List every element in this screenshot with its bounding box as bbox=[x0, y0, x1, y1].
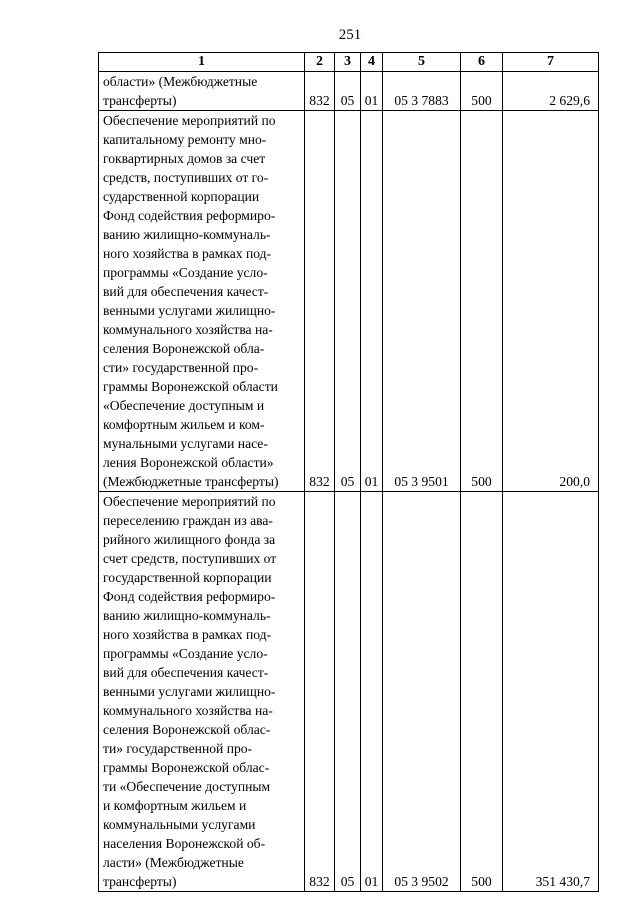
cell-amount: 351 430,7 bbox=[503, 492, 599, 892]
cell-amount: 2 629,6 bbox=[503, 72, 599, 111]
cell-subsection: 01 bbox=[361, 72, 383, 111]
cell-ministry-code: 832 bbox=[305, 111, 335, 492]
description-line: селения Воронежской облас- bbox=[103, 722, 271, 737]
description-line: ного хозяйства в рамках под- bbox=[103, 627, 272, 642]
description-line: и комфортным жильем и bbox=[103, 798, 247, 813]
description-line: трансферты) bbox=[103, 93, 177, 108]
cell-ministry-code: 832 bbox=[305, 72, 335, 111]
cell-target-article: 05 3 7883 bbox=[383, 72, 461, 111]
cell-expense-type: 500 bbox=[461, 72, 503, 111]
cell-amount: 200,0 bbox=[503, 111, 599, 492]
description-line: программы «Создание усло- bbox=[103, 265, 268, 280]
header-col-6: 6 bbox=[461, 53, 503, 72]
row-description bbox=[99, 72, 305, 111]
description-line: Обеспечение мероприятий по bbox=[103, 113, 276, 128]
description-line: сти» государственной про- bbox=[103, 360, 259, 375]
cell-subsection: 01 bbox=[361, 492, 383, 892]
description-line: области» (Межбюджетные bbox=[103, 74, 258, 89]
cell-target-article: 05 3 9502 bbox=[383, 492, 461, 892]
description-line: гоквартирных домов за счет bbox=[103, 151, 266, 166]
description-line: Обеспечение мероприятий по bbox=[103, 494, 276, 509]
page-number: 251 bbox=[338, 27, 362, 43]
description-line: ласти» (Межбюджетные bbox=[103, 855, 244, 870]
description-line: селения Воронежской обла- bbox=[103, 341, 265, 356]
cell-ministry-code: 832 bbox=[305, 492, 335, 892]
cell-subsection: 01 bbox=[361, 111, 383, 492]
description-line: ти» государственной про- bbox=[103, 741, 253, 756]
description-line: ванию жилищно-коммуналь- bbox=[103, 608, 271, 623]
cell-section: 05 bbox=[335, 111, 361, 492]
description-line: «Обеспечение доступным и bbox=[103, 398, 265, 413]
budget-table bbox=[98, 52, 599, 892]
description-line: ления Воронежской области» bbox=[103, 455, 274, 470]
description-line: венными услугами жилищно- bbox=[103, 303, 276, 318]
description-line: ванию жилищно-коммуналь- bbox=[103, 227, 271, 242]
description-line: Фонд содействия реформиро- bbox=[103, 208, 276, 223]
cell-expense-type: 500 bbox=[461, 492, 503, 892]
description-line: венными услугами жилищно- bbox=[103, 684, 276, 699]
header-col-1: 1 bbox=[99, 53, 305, 72]
description-line: граммы Воронежской облас- bbox=[103, 760, 270, 775]
description-line: средств, поступивших от го- bbox=[103, 170, 269, 185]
description-line: комфортным жильем и ком- bbox=[103, 417, 265, 432]
header-col-2: 2 bbox=[305, 53, 335, 72]
description-line: ного хозяйства в рамках под- bbox=[103, 246, 272, 261]
description-line: вий для обеспечения качест- bbox=[103, 665, 269, 680]
description-line: программы «Создание усло- bbox=[103, 646, 268, 661]
description-line: коммунального хозяйства на- bbox=[103, 322, 273, 337]
header-col-5: 5 bbox=[383, 53, 461, 72]
row-description bbox=[99, 111, 305, 492]
header-col-4: 4 bbox=[361, 53, 383, 72]
description-line: рийного жилищного фонда за bbox=[103, 532, 276, 547]
cell-expense-type: 500 bbox=[461, 111, 503, 492]
description-line: коммунальными услугами bbox=[103, 817, 256, 832]
description-line: трансферты) bbox=[103, 874, 177, 889]
description-line: государственной корпорации bbox=[103, 570, 272, 585]
header-row bbox=[99, 53, 599, 72]
description-line: мунальными услугами насе- bbox=[103, 436, 268, 451]
table-row bbox=[99, 111, 599, 492]
description-line: капитальному ремонту мно- bbox=[103, 132, 267, 147]
description-line: переселению граждан из ава- bbox=[103, 513, 273, 528]
description-line: счет средств, поступивших от bbox=[103, 551, 277, 566]
description-line: населения Воронежской об- bbox=[103, 836, 266, 851]
description-line: сударственной корпорации bbox=[103, 189, 260, 204]
cell-section: 05 bbox=[335, 72, 361, 111]
row-description bbox=[99, 492, 305, 892]
header-col-3: 3 bbox=[335, 53, 361, 72]
description-line: (Межбюджетные трансферты) bbox=[103, 474, 279, 489]
description-line: коммунального хозяйства на- bbox=[103, 703, 273, 718]
table-row bbox=[99, 492, 599, 892]
description-line: Фонд содействия реформиро- bbox=[103, 589, 276, 604]
cell-target-article: 05 3 9501 bbox=[383, 111, 461, 492]
description-line: ти «Обеспечение доступным bbox=[103, 779, 271, 794]
header-col-7: 7 bbox=[503, 53, 599, 72]
cell-section: 05 bbox=[335, 492, 361, 892]
description-line: граммы Воронежской области bbox=[103, 379, 278, 394]
table-row bbox=[99, 72, 599, 111]
description-line: вий для обеспечения качест- bbox=[103, 284, 269, 299]
